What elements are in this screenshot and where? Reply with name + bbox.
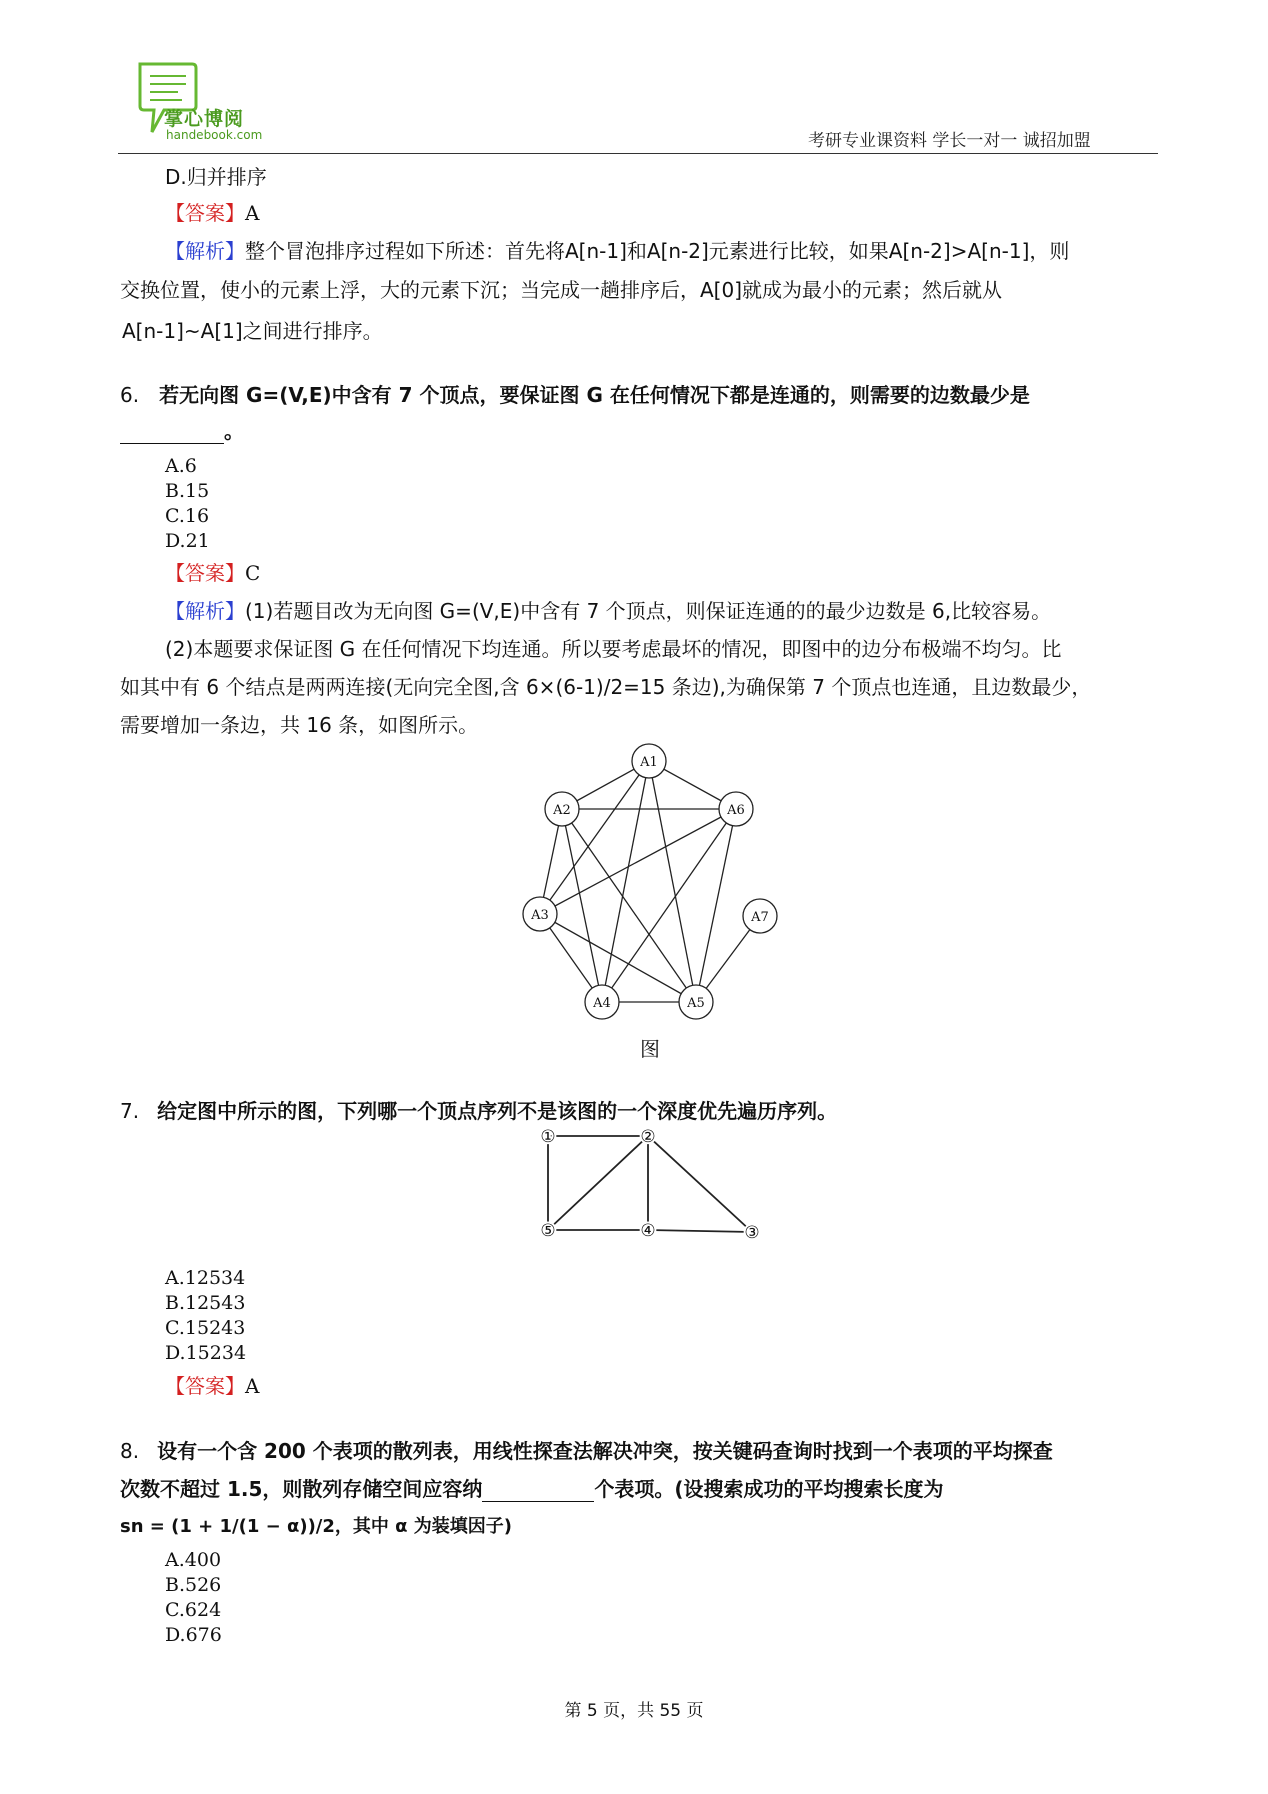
analysis-tag: 【解析】	[165, 599, 245, 623]
q5-analysis-line1	[165, 238, 1069, 264]
q7-option-a: A.12534	[165, 1267, 246, 1289]
q7-graph-svg	[530, 1124, 770, 1244]
q6-graph-svg	[500, 740, 800, 1030]
node-label: A4	[593, 996, 611, 1011]
q6-option-d: D.21	[165, 530, 210, 552]
header-tagline: 考研专业课资料 学长一对一 诚招加盟	[808, 131, 1091, 151]
q5-analysis-line2: 交换位置，使小的元素上浮，大的元素下沉；当完成一趟排序后，A[0]就成为最小的元素；然后就从	[120, 278, 1003, 302]
q8-stem-line2-b: 个表项。(设搜索成功的平均搜索长度为	[594, 1477, 944, 1501]
q8-number: 8.	[120, 1439, 140, 1463]
q8-option-a: A.400	[165, 1549, 222, 1571]
fill-blank	[120, 423, 224, 444]
answer-value: C	[245, 561, 261, 585]
logo-text: 掌心博阅	[164, 108, 245, 130]
q8-option-d: D.676	[165, 1624, 222, 1646]
node-label: ④	[640, 1221, 656, 1241]
q6-graph-figure	[500, 740, 800, 1030]
q7-option-d: D.15234	[165, 1342, 247, 1364]
node-label: A1	[640, 755, 658, 770]
q7-option-c: C.15243	[165, 1317, 246, 1339]
q6-option-b: B.15	[165, 480, 210, 502]
q5-analysis-line3: A[n-1]~A[1]之间进行排序。	[122, 319, 383, 343]
edge	[602, 761, 649, 1002]
node-label: ①	[540, 1127, 556, 1147]
node-label: ②	[640, 1127, 656, 1147]
edge	[548, 1136, 648, 1230]
answer-value: A	[245, 201, 260, 225]
node-label: A6	[727, 803, 745, 818]
answer-value: A	[245, 1374, 260, 1398]
answer-tag: 【答案】	[165, 561, 245, 585]
node-label: A5	[687, 996, 705, 1011]
q6-analysis-line2: (2)本题要求保证图 G 在任何情况下均连通。所以要考虑最坏的情况，即图中的边分布极端不均匀。比	[165, 637, 1062, 661]
q6-analysis-line3: 如其中有 6 个结点是两两连接(无向完全图,含 6×(6-1)/2=15 条边),为确保第 7 个顶点也连通，且边数最少，	[120, 675, 1092, 699]
q6-stem-text: 若无向图 G=(V,E)中含有 7 个顶点，要保证图 G 在任何情况下都是连通的，则需要的边数最少是	[159, 383, 1030, 407]
node-label: A7	[751, 910, 769, 925]
node-label: ③	[744, 1223, 760, 1243]
q6-stem-end: 。	[224, 419, 244, 443]
q6-analysis-line1	[165, 598, 1051, 624]
q8-option-c: C.624	[165, 1599, 222, 1621]
q6-answer	[165, 560, 260, 586]
header-rule	[118, 153, 1158, 154]
q5-answer	[165, 200, 259, 226]
q8-stem-line2	[120, 1476, 944, 1502]
q7-answer	[165, 1373, 259, 1399]
page-number: 第 5 页，共 55 页	[564, 1701, 704, 1721]
q8-stem-line1	[120, 1438, 1053, 1464]
q8-stem-text: 设有一个含 200 个表项的散列表，用线性探查法解决冲突，按关键码查询时找到一个表项的平均探查	[157, 1439, 1053, 1463]
q6-blank	[120, 418, 244, 444]
q6-analysis-line4: 需要增加一条边，共 16 条，如图所示。	[120, 713, 479, 737]
q6-number: 6.	[120, 383, 140, 407]
node-label: A2	[553, 803, 571, 818]
q6-stem	[120, 382, 1030, 408]
q6-option-c: C.16	[165, 505, 210, 527]
answer-tag: 【答案】	[165, 201, 245, 225]
analysis-text: 整个冒泡排序过程如下所述：首先将A[n-1]和A[n-2]元素进行比较，如果A[n-2]>A[n-1]，则	[245, 239, 1070, 263]
q7-graph-figure	[530, 1124, 770, 1244]
node-label: A3	[531, 908, 549, 923]
edge	[649, 761, 696, 1002]
analysis-tag: 【解析】	[165, 239, 245, 263]
q6-figure-caption: 图	[640, 1037, 660, 1061]
q8-stem-line3: sn = (1 + 1/(1 − α))/2，其中 α 为装填因子)	[120, 1516, 513, 1537]
q7-stem-text: 给定图中所示的图，下列哪一个顶点序列不是该图的一个深度优先遍历序列。	[157, 1099, 838, 1123]
q7-number: 7.	[120, 1099, 140, 1123]
q7-stem	[120, 1098, 837, 1124]
node-label: ⑤	[540, 1221, 556, 1241]
analysis-text: (1)若题目改为无向图 G=(V,E)中含有 7 个顶点，则保证连通的的最少边数是 6,比较容易。	[245, 599, 1052, 623]
logo	[134, 58, 274, 148]
q5-option-d: D.归并排序	[165, 165, 267, 189]
edge	[540, 914, 696, 1002]
q8-stem-line2-a: 次数不超过 1.5，则散列存储空间应容纳	[120, 1477, 483, 1501]
edge	[648, 1230, 752, 1232]
q8-option-b: B.526	[165, 1574, 222, 1596]
q7-option-b: B.12543	[165, 1292, 246, 1314]
q6-option-a: A.6	[165, 455, 197, 477]
edge	[648, 1136, 752, 1232]
logo-url: handebook.com	[166, 128, 263, 142]
answer-tag: 【答案】	[165, 1374, 245, 1398]
fill-blank	[482, 1481, 594, 1502]
